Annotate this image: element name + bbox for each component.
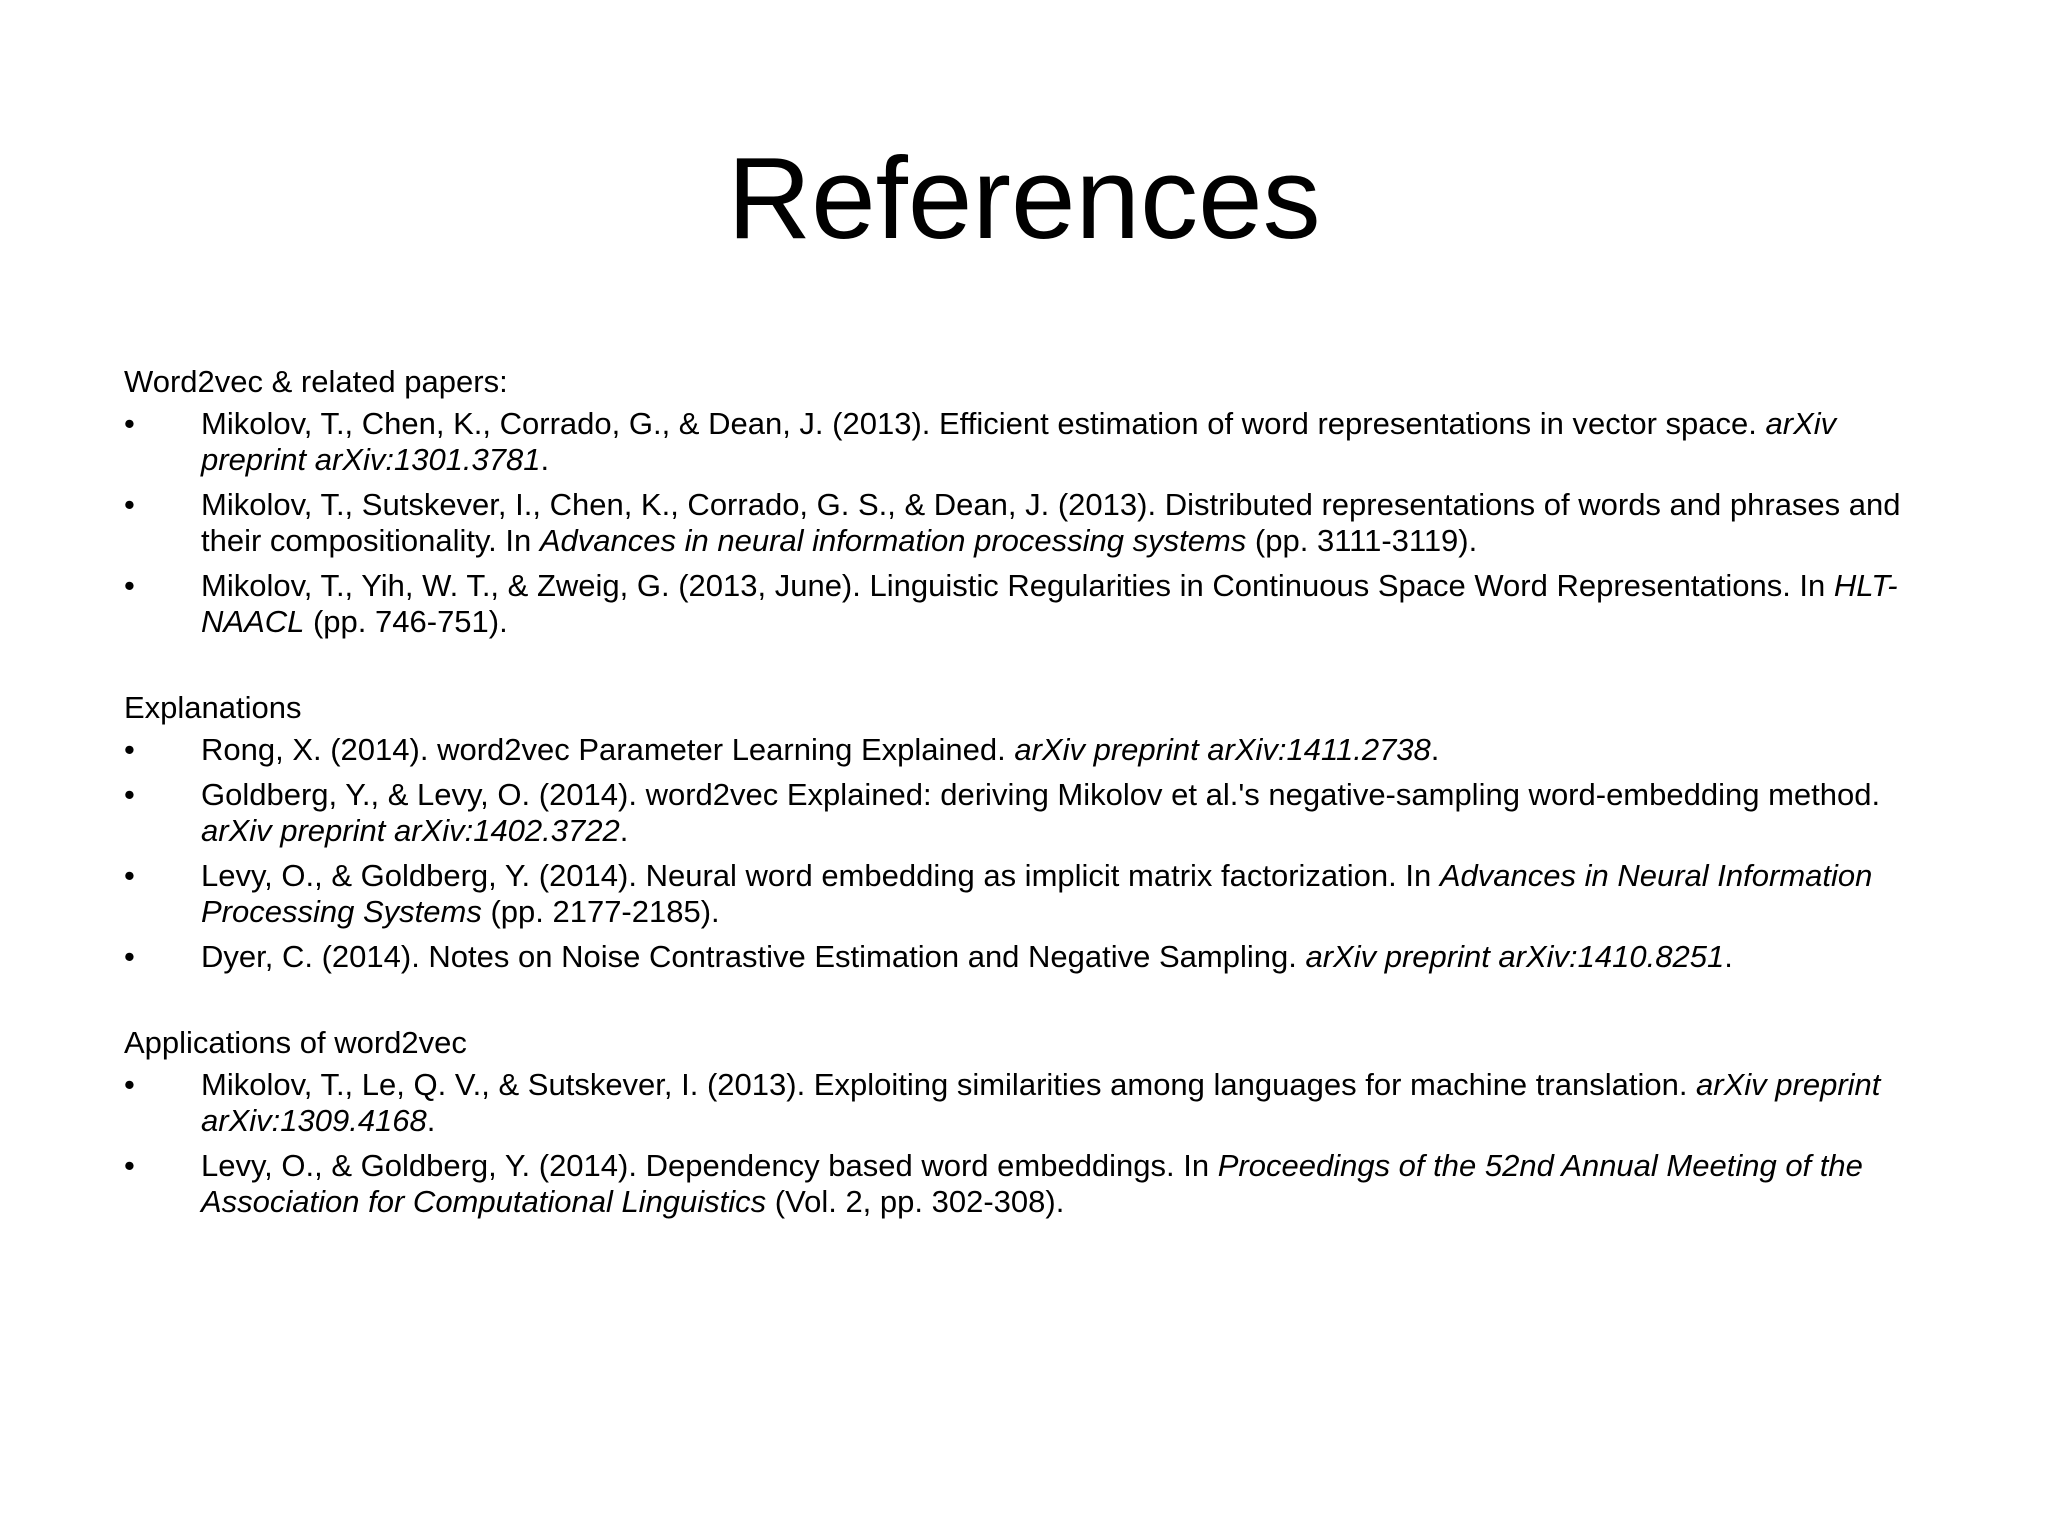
slide-title: References <box>727 133 1321 263</box>
reference-source: Advances in neural information processing systems <box>539 523 1247 558</box>
bullet-icon: • <box>124 1067 135 1102</box>
section-heading: Applications of word2vec <box>124 1025 467 1060</box>
reference-tail: . <box>426 1103 436 1138</box>
reference-text: Goldberg, Y., & Levy, O. (2014). word2vec Explained: deriving Mikolov et al.'s negative-sampling word-embedding method. <box>201 777 1881 812</box>
reference-item <box>124 1148 1934 1220</box>
reference-source: Proceedings of the 52nd Annual Meeting of the Association for Computational Linguistics <box>201 1148 1863 1219</box>
reference-tail: . <box>1430 732 1440 767</box>
reference-tail: . <box>1724 939 1733 974</box>
bullet-icon: • <box>124 568 135 603</box>
reference-item <box>124 858 1934 930</box>
bullet-icon: • <box>124 406 135 441</box>
reference-text: Levy, O., & Goldberg, Y. (2014). Dependency based word embeddings. In <box>201 1148 1218 1183</box>
reference-text: Dyer, C. (2014). Notes on Noise Contrastive Estimation and Negative Sampling. <box>201 939 1306 974</box>
reference-text: Rong, X. (2014). word2vec Parameter Learning Explained. <box>201 732 1015 767</box>
bullet-icon: • <box>124 487 135 522</box>
reference-item <box>124 568 1934 640</box>
reference-source: arXiv preprint arXiv:1402.3722 <box>201 813 620 848</box>
bullet-icon: • <box>124 858 135 893</box>
section-word2vec-papers <box>124 364 1934 640</box>
bullet-icon: • <box>124 777 135 812</box>
bullet-icon: • <box>124 939 135 974</box>
reference-text: Mikolov, T., Sutskever, I., Chen, K., Corrado, G. S., & Dean, J. (2013). Distributed representations of words and phrases and their compositionality. In <box>201 487 1901 558</box>
reference-item <box>124 732 1934 768</box>
reference-tail: . <box>540 442 550 477</box>
bullet-icon: • <box>124 732 135 767</box>
reference-text: Mikolov, T., Le, Q. V., & Sutskever, I. (2013). Exploiting similarities among languages for machine translation. <box>201 1067 1697 1102</box>
reference-item <box>124 777 1934 849</box>
reference-item <box>124 1067 1934 1139</box>
reference-source: Advances in Neural Information Processing Systems <box>201 858 1873 929</box>
reference-source: arXiv preprint arXiv:1301.3781 <box>201 406 1837 477</box>
reference-list <box>124 1067 1934 1220</box>
reference-source: arXiv preprint arXiv:1309.4168 <box>201 1067 1881 1138</box>
reference-source: HLT-NAACL <box>201 568 1898 639</box>
reference-source: arXiv preprint arXiv:1411.2738 <box>1014 732 1431 767</box>
reference-text: Levy, O., & Goldberg, Y. (2014). Neural word embedding as implicit matrix factorization. In <box>201 858 1440 893</box>
reference-tail: (pp. 2177-2185). <box>481 894 720 929</box>
reference-tail: . <box>619 813 629 848</box>
reference-list <box>124 732 1934 975</box>
reference-text: Mikolov, T., Chen, K., Corrado, G., & Dean, J. (2013). Efficient estimation of word representations in vector space. <box>201 406 1766 441</box>
section-heading: Explanations <box>124 690 302 725</box>
reference-item <box>124 487 1934 559</box>
reference-item <box>124 406 1934 478</box>
bullet-icon: • <box>124 1148 135 1183</box>
reference-tail: (pp. 746-751). <box>304 604 508 639</box>
reference-tail: (Vol. 2, pp. 302-308). <box>766 1184 1065 1219</box>
reference-tail: (pp. 3111-3119). <box>1246 523 1478 558</box>
slide-content <box>124 364 1934 1270</box>
reference-item <box>124 939 1934 975</box>
section-applications <box>124 1025 1934 1220</box>
section-explanations <box>124 690 1934 975</box>
reference-source: arXiv preprint arXiv:1410.8251 <box>1305 939 1725 974</box>
reference-text: Mikolov, T., Yih, W. T., & Zweig, G. (2013, June). Linguistic Regularities in Continuous Space Word Representations. In <box>201 568 1834 603</box>
reference-list <box>124 406 1934 640</box>
section-heading: Word2vec & related papers: <box>124 364 508 399</box>
